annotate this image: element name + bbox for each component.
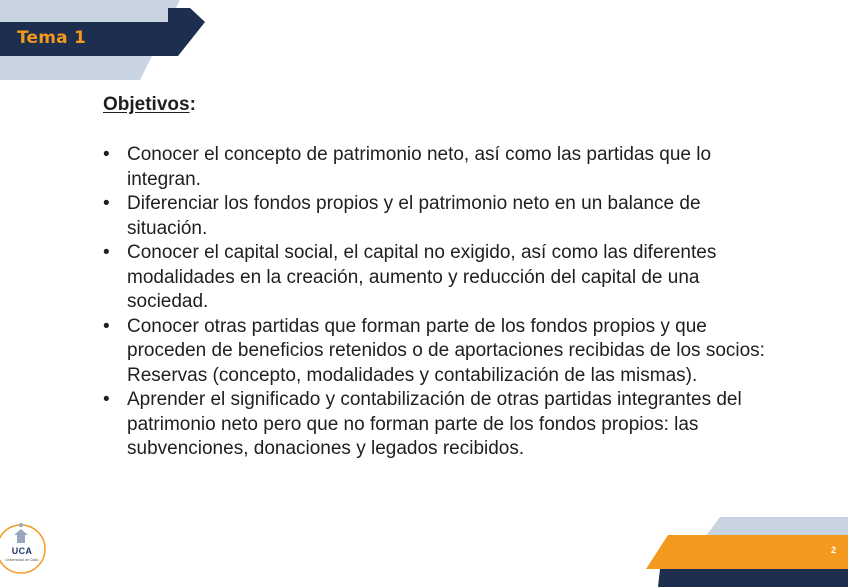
footer-decoration xyxy=(638,517,848,587)
logo-subtext: Universidad de Cádiz xyxy=(5,558,39,562)
logo-text: UCA xyxy=(11,546,33,556)
list-item xyxy=(103,241,783,315)
objectives-list xyxy=(103,143,783,462)
section-label: Tema 1 xyxy=(17,28,87,48)
list-item-text: Conocer otras partidas que forman parte de los fondos propios y que proceden de beneficios retenidos o de aportaciones recibidas de los socios: Reservas (concepto, modalidades y contabilización de las mismas). xyxy=(127,315,765,386)
page-title-text: Objetivos xyxy=(103,94,190,115)
list-item-text: Aprender el significado y contabilización de otras partidas integrantes del patrimonio neto pero que no forman parte de los fondos propios: las subvenciones, donaciones y legados recibidos. xyxy=(127,389,742,459)
bullet-icon: • xyxy=(103,193,110,214)
list-item-text: Conocer el concepto de patrimonio neto, así como las partidas que lo integran. xyxy=(127,144,712,190)
page-title-colon: : xyxy=(189,94,196,115)
bullet-icon: • xyxy=(103,389,110,410)
bullet-icon: • xyxy=(103,144,110,165)
list-item-text: Diferenciar los fondos propios y el patrimonio neto en un balance de situación. xyxy=(127,193,701,239)
list-item xyxy=(103,143,783,192)
list-item xyxy=(103,315,783,389)
list-item xyxy=(103,192,783,241)
list-item-text: Conocer el capital social, el capital no exigido, así como las diferentes modalidades en la creación, aumento y reducción del capital de una sociedad. xyxy=(127,242,717,312)
bullet-icon: • xyxy=(103,242,110,263)
page-title xyxy=(103,94,196,116)
bullet-icon: • xyxy=(103,315,110,337)
list-item xyxy=(103,388,783,462)
page-number: 2 xyxy=(830,545,836,555)
